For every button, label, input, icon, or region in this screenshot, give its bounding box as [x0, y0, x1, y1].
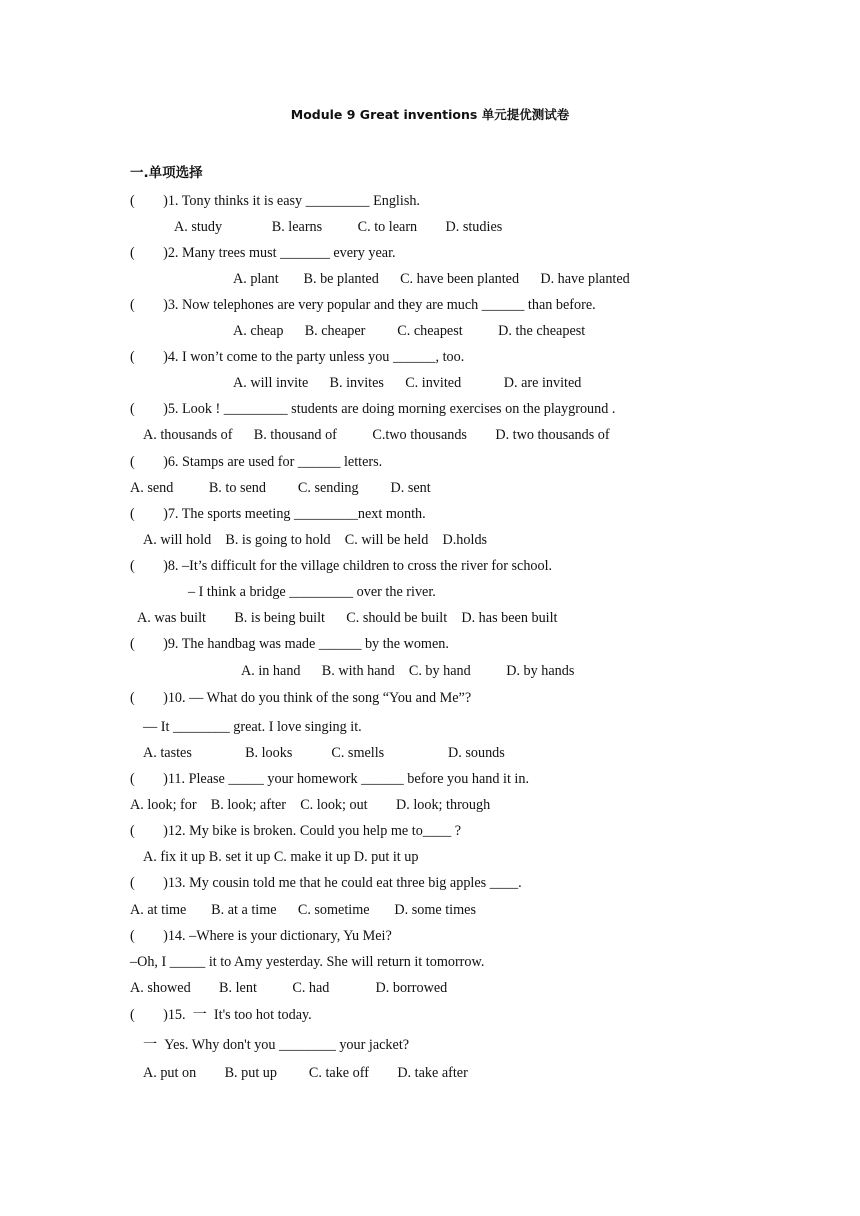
options-10: A. tastes B. looks C. smells D. sounds: [143, 745, 505, 761]
question-5: ( )5. Look ! _________ students are doing morning exercises on the playground .: [130, 401, 616, 417]
options-9: A. in hand B. with hand C. by hand D. by hands: [241, 663, 575, 679]
options-11: A. look; for B. look; after C. look; out D. look; through: [130, 797, 491, 813]
options-4: A. will invite B. invites C. invited D. are invited: [233, 375, 582, 391]
question-1: ( )1. Tony thinks it is easy _________ English.: [130, 193, 420, 209]
options-14: A. showed B. lent C. had D. borrowed: [130, 980, 448, 996]
question-8-reply: – I think a bridge _________ over the river.: [188, 584, 436, 600]
question-4: ( )4. I won’t come to the party unless you ______, too.: [130, 349, 465, 365]
options-3: A. cheap B. cheaper C. cheapest D. the cheapest: [233, 323, 586, 339]
question-10-reply: — It ________ great. I love singing it.: [143, 719, 362, 735]
options-6: A. send B. to send C. sending D. sent: [130, 480, 431, 496]
options-8: A. was built B. is being built C. should be built D. has been built: [137, 610, 558, 626]
question-8: ( )8. –It’s difficult for the village children to cross the river for school.: [130, 558, 553, 574]
question-14: ( )14. –Where is your dictionary, Yu Mei?: [130, 928, 392, 944]
question-3: ( )3. Now telephones are very popular and they are much ______ than before.: [130, 297, 596, 313]
question-2: ( )2. Many trees must _______ every year.: [130, 245, 396, 261]
section-heading: 一.单项选择: [130, 165, 203, 181]
options-13: A. at time B. at a time C. sometime D. some times: [130, 902, 476, 918]
question-15-reply: 一 Yes. Why don't you ________ your jacket?: [143, 1037, 410, 1053]
question-13: ( )13. My cousin told me that he could eat three big apples ____.: [130, 875, 522, 891]
options-5: A. thousands of B. thousand of C.two thousands D. two thousands of: [143, 427, 610, 443]
options-7: A. will hold B. is going to hold C. will be held D.holds: [143, 532, 488, 548]
options-15: A. put on B. put up C. take off D. take after: [143, 1065, 468, 1081]
question-9: ( )9. The handbag was made ______ by the women.: [130, 636, 449, 652]
question-15: ( )15. 一 It's too hot today.: [130, 1007, 312, 1023]
options-12: A. fix it up B. set it up C. make it up D. put it up: [143, 849, 419, 865]
question-12: ( )12. My bike is broken. Could you help me to____ ?: [130, 823, 462, 839]
question-11: ( )11. Please _____ your homework ______ before you hand it in.: [130, 771, 530, 787]
options-1: A. study B. learns C. to learn D. studies: [174, 219, 503, 235]
question-7: ( )7. The sports meeting _________next month.: [130, 506, 426, 522]
question-14-reply: –Oh, I _____ it to Amy yesterday. She will return it tomorrow.: [130, 954, 485, 970]
question-10: ( )10. — What do you think of the song “You and Me”?: [130, 690, 472, 706]
page-title: Module 9 Great inventions 单元提优测试卷: [290, 107, 570, 122]
question-6: ( )6. Stamps are used for ______ letters.: [130, 454, 383, 470]
options-2: A. plant B. be planted C. have been planted D. have planted: [233, 271, 630, 287]
